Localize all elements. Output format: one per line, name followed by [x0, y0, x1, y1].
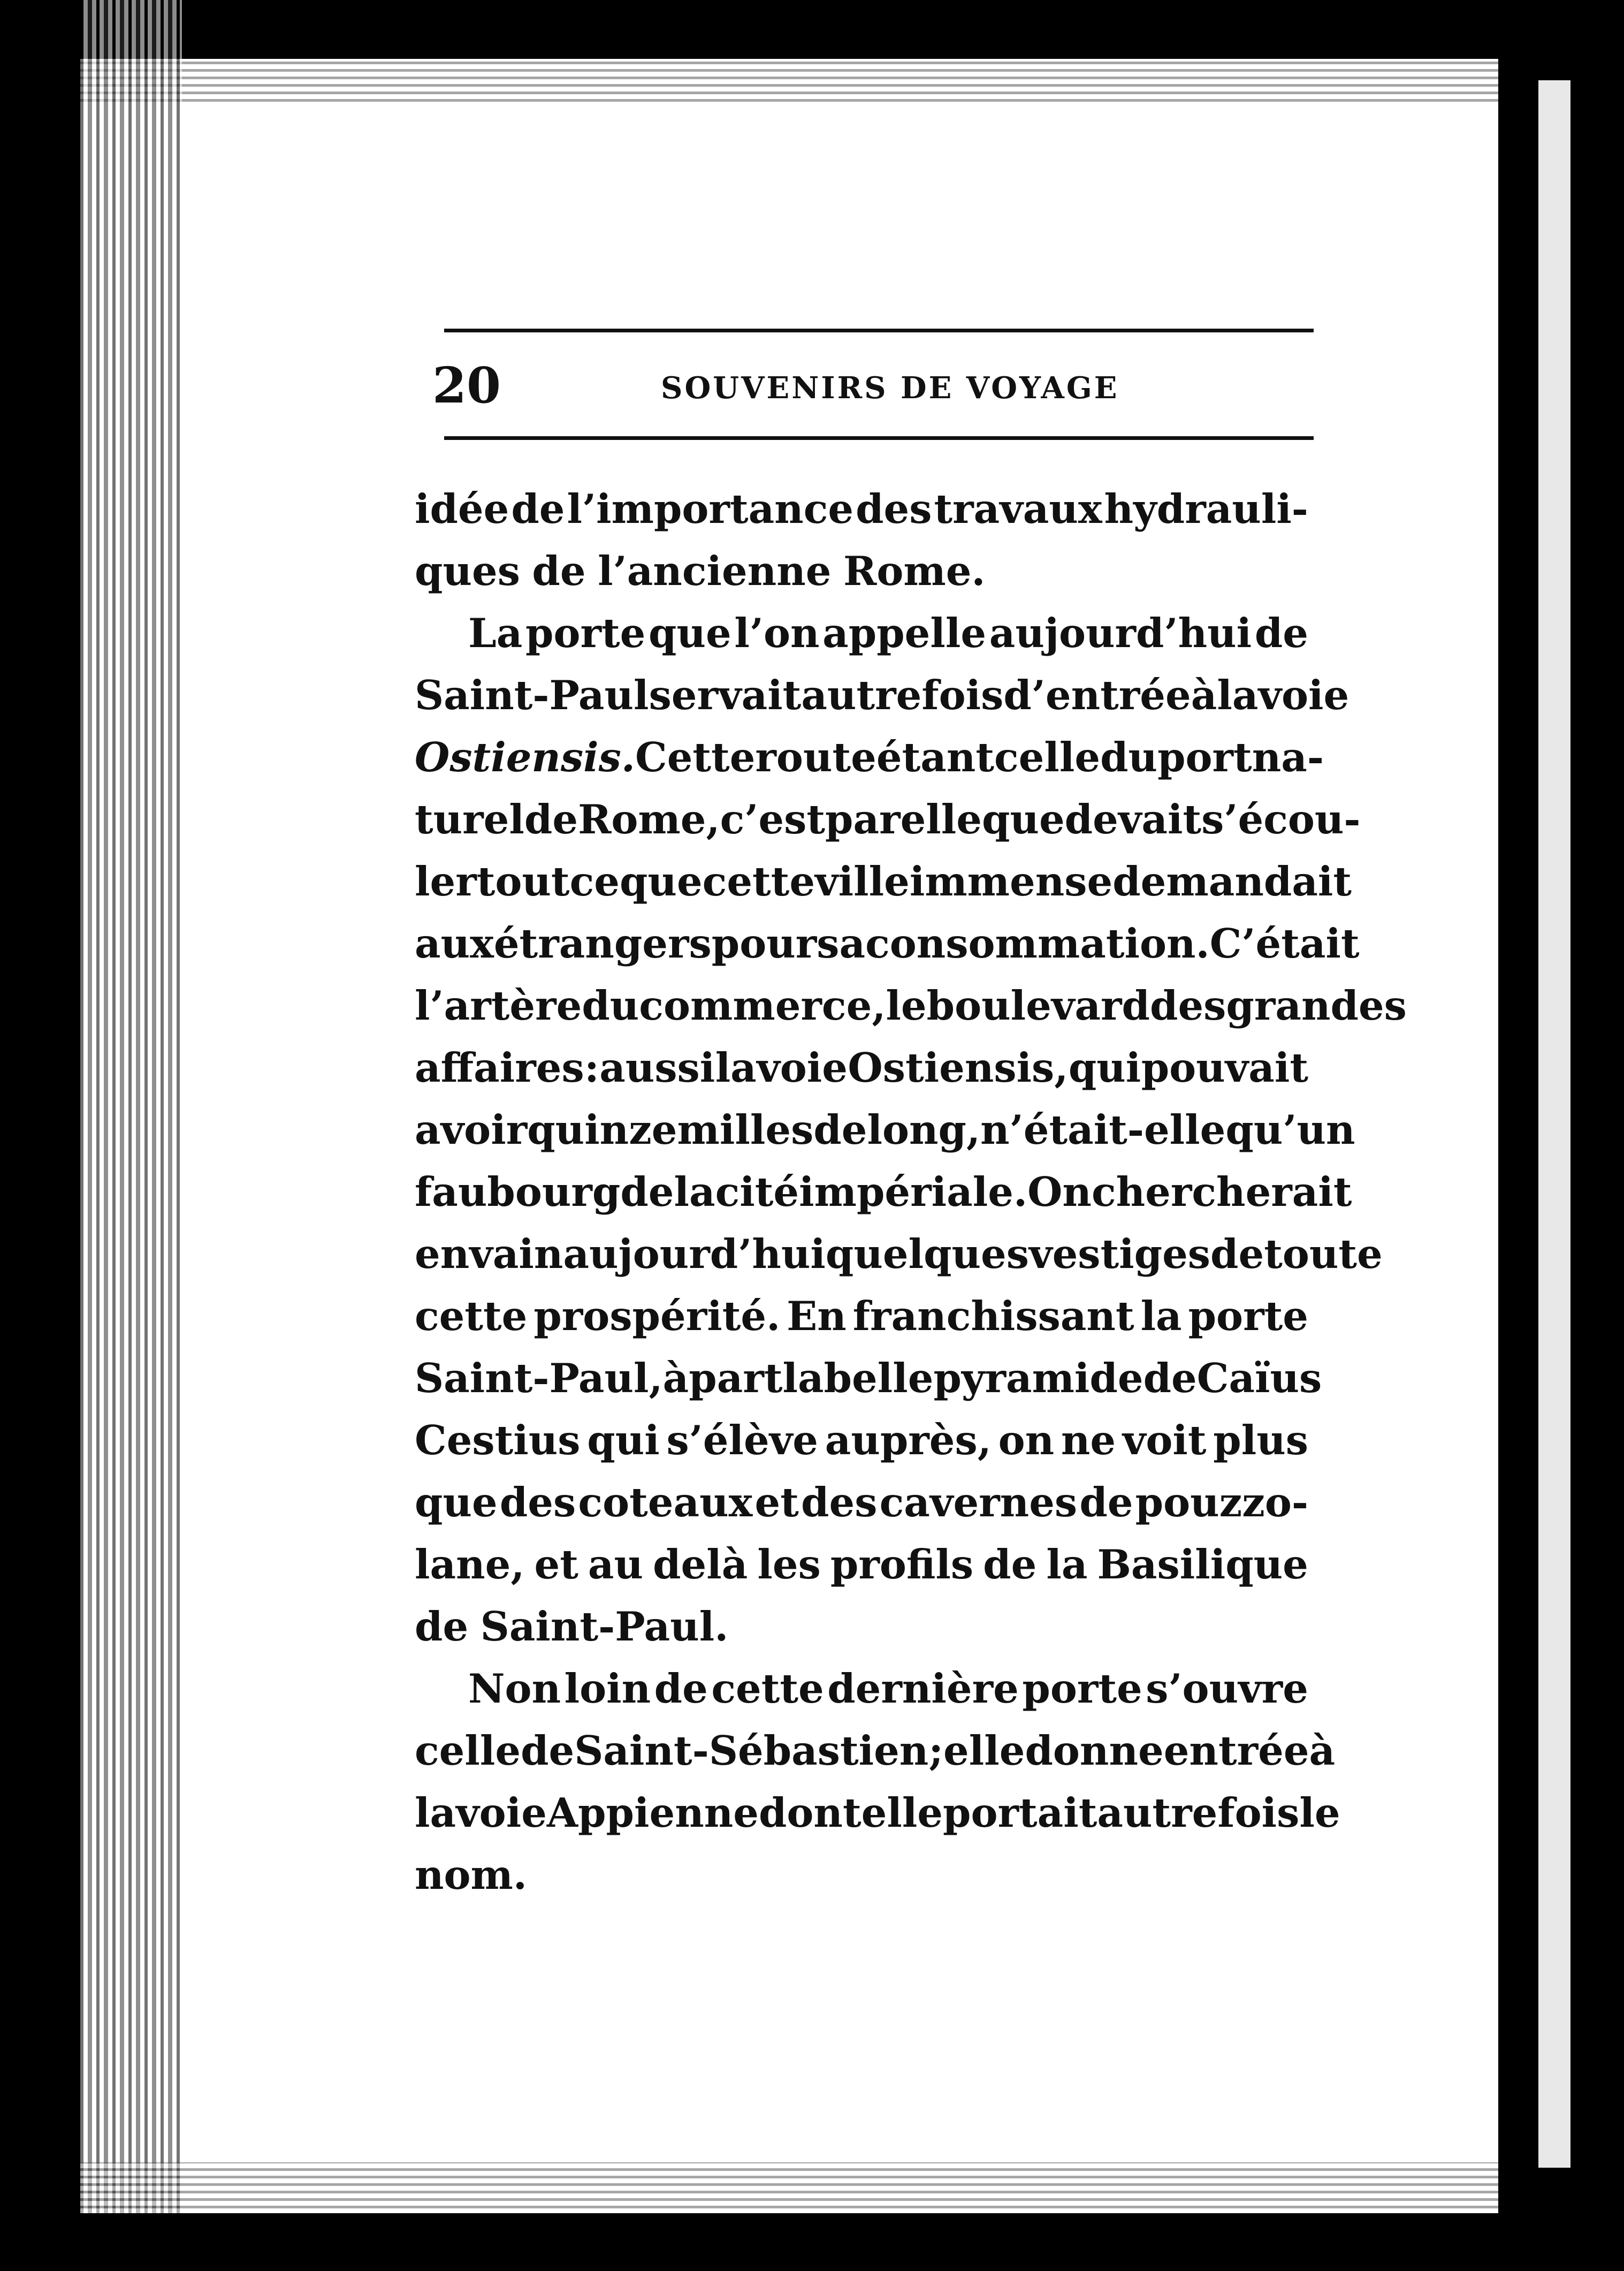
- text-line: affaires : aussi la voie Ostiensis, qui pouvait: [415, 1044, 1308, 1091]
- text-line: de Saint-Paul.: [415, 1603, 729, 1650]
- text-line: l’artère du commerce, le boulevard des grandes: [415, 982, 1407, 1029]
- scan-strip-right: [1538, 80, 1570, 2168]
- text-line: idée de l’importance des travaux hydrauli-: [415, 485, 1308, 533]
- text-line: aux étrangers pour sa consommation. C’était: [415, 920, 1360, 967]
- scan-border-bottom: [0, 2213, 1624, 2271]
- header-rule-bottom: [444, 436, 1314, 440]
- text-line: Ostiensis. Cette route étant celle du port na-: [415, 734, 1324, 781]
- text-line: Saint-Paul servait autrefois d’entrée à la voie: [415, 672, 1349, 719]
- text-line: ques de l’ancienne Rome.: [415, 548, 986, 595]
- text-line: cette prospérité. En franchissant la porte: [415, 1293, 1308, 1340]
- scan-border-top: [0, 0, 1624, 59]
- scan-noise-top: [80, 59, 1498, 102]
- text-line: Saint-Paul, à part la belle pyramide de Caïus: [415, 1355, 1322, 1402]
- text-line: en vain aujourd’hui quelques vestiges de toute: [415, 1231, 1383, 1278]
- text-line: celle de Saint-Sébastien ; elle donne entrée à: [415, 1727, 1336, 1774]
- text-line: Cestius qui s’élève auprès, on ne voit plus: [415, 1417, 1308, 1464]
- header-rule-top: [444, 329, 1314, 332]
- text-line: La porte que l’on appelle aujourd’hui de: [468, 610, 1308, 657]
- text-line: turel de Rome, c’est par elle que devait s’écou-: [415, 796, 1361, 843]
- body-text: [415, 478, 1407, 1906]
- text-line: Non loin de cette dernière porte s’ouvre: [468, 1665, 1308, 1712]
- scan-noise-left: [80, 0, 182, 2271]
- text-line: avoir quinze milles de long, n’était-elle qu’un: [415, 1106, 1355, 1153]
- text-line: que des coteaux et des cavernes de pouzzo-: [415, 1479, 1308, 1526]
- scan-border-left: [0, 0, 80, 2271]
- text-line: ler tout ce que cette ville immense demandait: [415, 858, 1352, 905]
- scan-noise-bottom: [80, 2162, 1498, 2213]
- page-number: 20: [432, 356, 501, 414]
- text-line: la voie Appienne dont elle portait autrefois le: [415, 1789, 1340, 1836]
- running-title: SOUVENIRS DE VOYAGE: [661, 370, 1119, 406]
- text-line: lane, et au delà les profils de la Basilique: [415, 1541, 1308, 1588]
- text-line: nom.: [415, 1851, 528, 1898]
- text-line: faubourg de la cité impériale. On chercherait: [415, 1168, 1352, 1216]
